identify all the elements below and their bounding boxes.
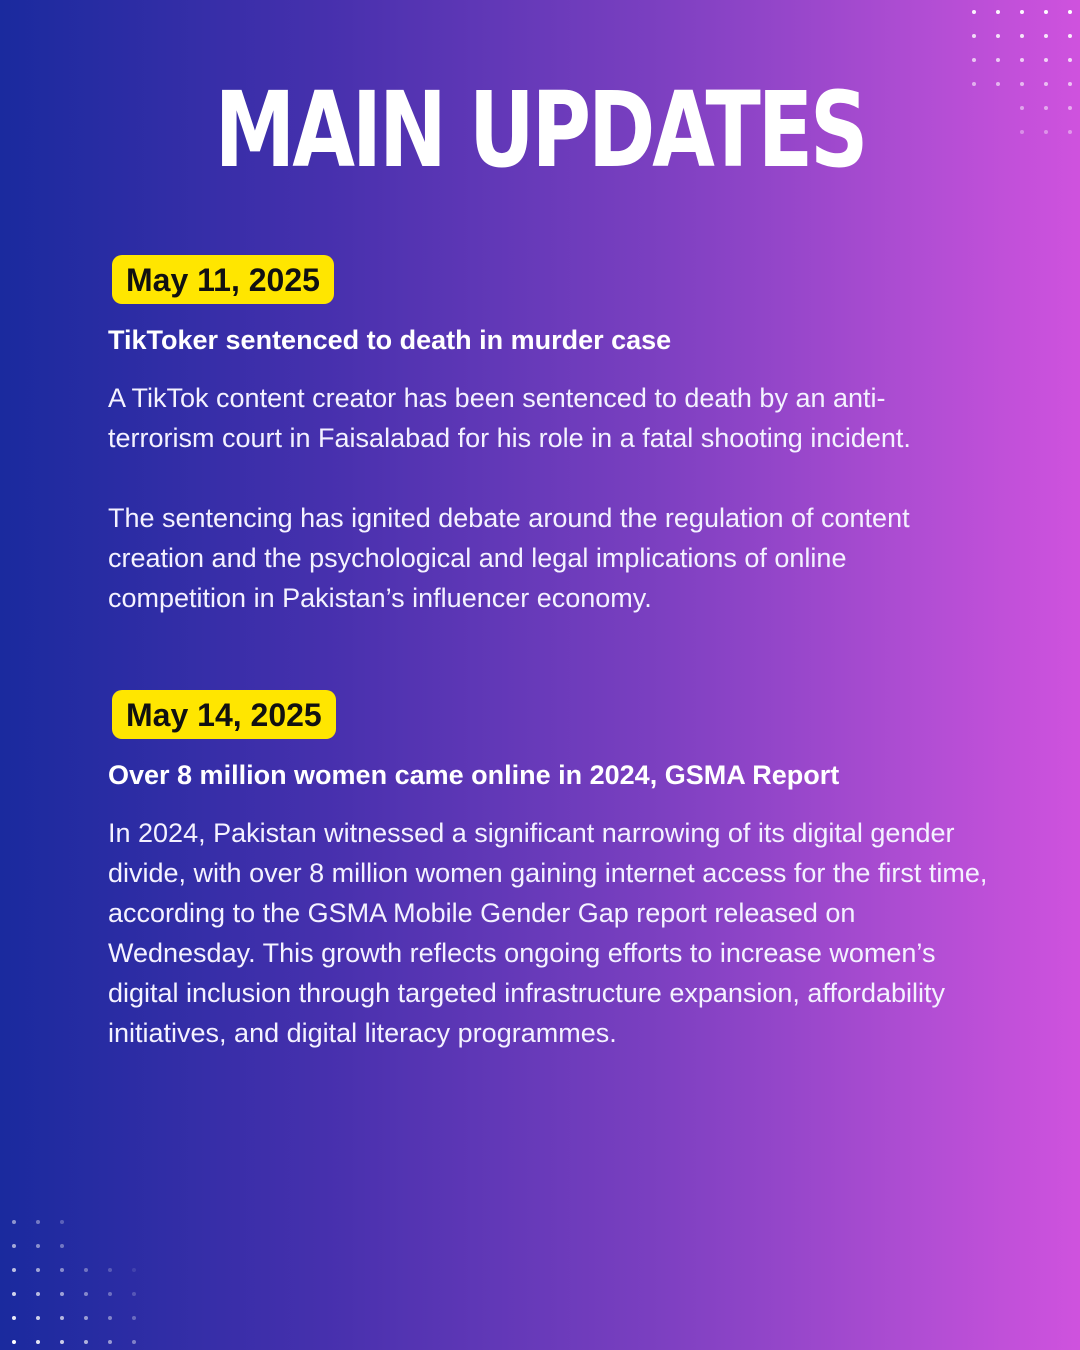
decorative-dot	[12, 1292, 16, 1296]
decorative-dot	[1068, 10, 1072, 14]
update-paragraph: In 2024, Pakistan witnessed a significant narrowing of its digital gender divide, with over 8 million women gaining internet access for the first time, according to the GSMA Mobile Gender Gap report released on Wednesday. This growth reflects ongoing efforts to increase women’s digital inclusion through targeted infrastructure expansion, affordability initiatives, and digital literacy programmes.	[108, 818, 988, 1049]
update-paragraph: A TikTok content creator has been sentenced to death by an anti-terrorism court in Faisalabad for his role in a fatal shooting incident.	[108, 383, 911, 454]
decorative-dot	[132, 1316, 136, 1320]
page-title: MAIN UPDATES	[214, 69, 866, 191]
decorative-dot	[972, 58, 976, 62]
decorative-dot	[60, 1244, 64, 1248]
decorative-dot	[36, 1220, 40, 1224]
update-section-2	[108, 690, 988, 1053]
decorative-dot	[108, 1292, 112, 1296]
decorative-dot	[1068, 130, 1072, 134]
decorative-dot	[972, 10, 976, 14]
decorative-dot	[60, 1220, 64, 1224]
decorative-dot	[108, 1268, 112, 1272]
decorative-dot	[1044, 106, 1048, 110]
decorative-dot	[1068, 34, 1072, 38]
update-section-1	[108, 255, 988, 618]
decorative-dot	[12, 1340, 16, 1344]
decorative-dot	[12, 1268, 16, 1272]
decorative-dot	[60, 1340, 64, 1344]
decorative-dot	[972, 34, 976, 38]
decorative-dot	[132, 1340, 136, 1344]
decorative-dot	[12, 1220, 16, 1224]
decorative-dot	[1044, 10, 1048, 14]
decorative-dot	[1044, 58, 1048, 62]
decorative-dot	[1020, 106, 1024, 110]
date-badge: May 14, 2025	[112, 690, 336, 739]
decorative-dot	[996, 10, 1000, 14]
decorative-dot	[1020, 82, 1024, 86]
decorative-dot	[36, 1292, 40, 1296]
dot-pattern-top-right	[960, 0, 1080, 140]
decorative-dot	[1068, 82, 1072, 86]
dot-pattern-bottom-left	[0, 1210, 140, 1350]
date-badge: May 11, 2025	[112, 255, 334, 304]
decorative-dot	[84, 1268, 88, 1272]
decorative-dot	[84, 1340, 88, 1344]
decorative-dot	[36, 1268, 40, 1272]
decorative-dot	[36, 1316, 40, 1320]
decorative-dot	[108, 1316, 112, 1320]
decorative-dot	[1068, 106, 1072, 110]
decorative-dot	[1020, 130, 1024, 134]
decorative-dot	[108, 1340, 112, 1344]
decorative-dot	[1020, 58, 1024, 62]
decorative-dot	[996, 34, 1000, 38]
decorative-dot	[60, 1268, 64, 1272]
decorative-dot	[1020, 34, 1024, 38]
decorative-dot	[12, 1316, 16, 1320]
decorative-dot	[996, 82, 1000, 86]
decorative-dot	[60, 1292, 64, 1296]
decorative-dot	[84, 1292, 88, 1296]
update-headline: TikToker sentenced to death in murder case	[108, 325, 672, 355]
update-headline: Over 8 million women came online in 2024, GSMA Report	[108, 760, 840, 790]
decorative-dot	[132, 1268, 136, 1272]
decorative-dot	[1044, 130, 1048, 134]
update-paragraph: The sentencing has ignited debate around the regulation of content creation and the psychological and legal implications of online competition in Pakistan’s influencer economy.	[108, 503, 910, 614]
decorative-dot	[36, 1340, 40, 1344]
decorative-dot	[36, 1244, 40, 1248]
decorative-dot	[84, 1316, 88, 1320]
decorative-dot	[1020, 10, 1024, 14]
decorative-dot	[1044, 82, 1048, 86]
decorative-dot	[996, 58, 1000, 62]
decorative-dot	[60, 1316, 64, 1320]
decorative-dot	[972, 82, 976, 86]
decorative-dot	[132, 1292, 136, 1296]
decorative-dot	[1044, 34, 1048, 38]
decorative-dot	[12, 1244, 16, 1248]
decorative-dot	[1068, 58, 1072, 62]
